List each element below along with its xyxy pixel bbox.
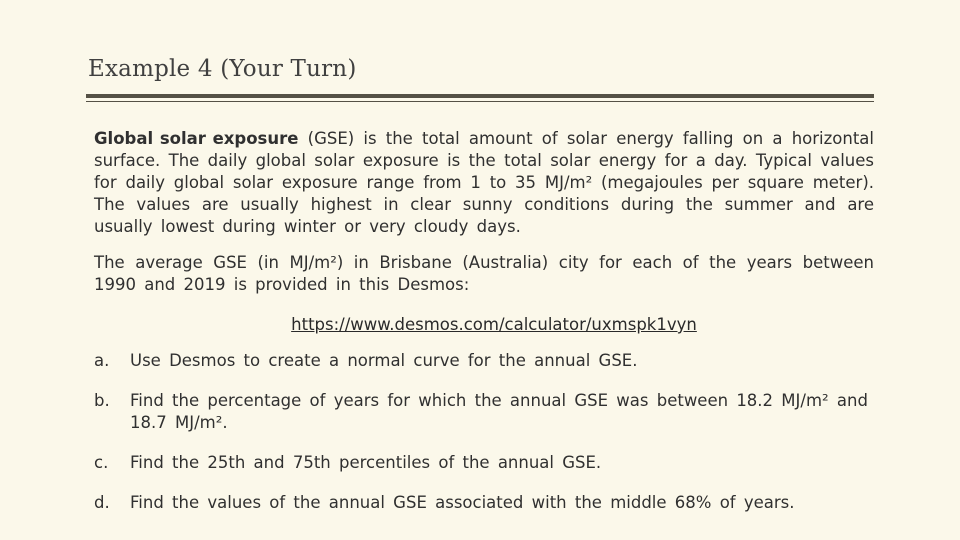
question-text: Find the percentage of years for which the annual GSE was between 18.2 MJ/m² and 18.7 MJ/m². [130,391,868,432]
question-c [94,452,874,474]
dataset-paragraph: The average GSE (in MJ/m²) in Brisbane (Australia) city for each of the years between 1990 and 2019 is provided in this Desmos: [94,253,874,294]
question-text: Find the values of the annual GSE associated with the middle 68% of years. [130,493,795,512]
desmos-link-line [94,314,874,336]
question-label: d. [94,493,110,512]
question-text: Find the 25th and 75th percentiles of the annual GSE. [130,453,602,472]
desmos-link[interactable]: https://www.desmos.com/calculator/uxmspk1vyn [291,315,697,334]
intro-paragraph [94,128,874,238]
question-label: b. [94,391,110,410]
title-divider-thin [86,101,874,102]
question-a [94,350,874,372]
question-label: a. [94,351,110,370]
question-d [94,492,874,514]
gse-term: Global solar exposure [94,129,299,148]
title-divider-thick [86,94,874,98]
question-text: Use Desmos to create a normal curve for the annual GSE. [130,351,638,370]
question-label: c. [94,453,109,472]
intro-text: (GSE) is the total amount of solar energy falling on a horizontal surface. The daily global solar exposure is the total solar energy for a day. Typical values for daily global solar exposure range from 1 to 35 MJ/m² (megajoules per square meter). The values are usually highest in clear sunny conditions during the summer and are usually lowest during winter or very cloudy days. [94,129,874,236]
slide-content [94,128,874,532]
slide-title: Example 4 (Your Turn) [88,56,357,82]
question-b [94,390,874,434]
